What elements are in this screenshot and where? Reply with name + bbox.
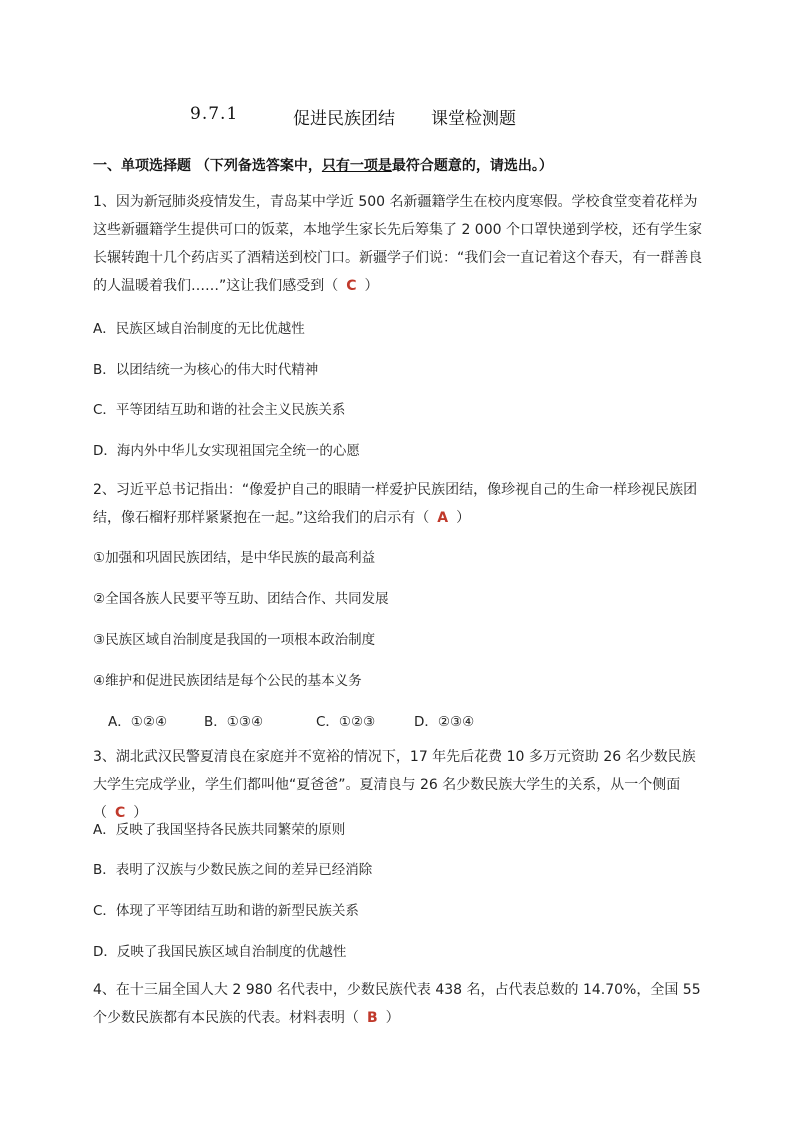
question-3-option-a: A．反映了我国坚持各民族共同繁荣的原则	[93, 822, 346, 838]
title-sub: 课堂检测题	[431, 109, 516, 129]
question-3-option-c: C．体现了平等团结互助和谐的新型民族关系	[93, 903, 359, 919]
section-heading: 一、单项选择题 （下列备选答案中，只有一项是最符合题意的，请选出。）	[93, 158, 553, 174]
question-2-item-1: ①加强和巩固民族团结，是中华民族的最高利益	[93, 550, 376, 566]
question-2-choice-b: B．①③④	[204, 714, 264, 730]
question-2-answer: A	[437, 510, 449, 526]
question-2-item-4: ④维护和促进民族团结是每个公民的基本义务	[93, 673, 362, 689]
question-2-choice-d: D．②③④	[414, 714, 475, 730]
question-1-option-b: B．以团结统一为核心的伟大时代精神	[93, 362, 319, 378]
question-1-stem: 1、因为新冠肺炎疫情发生，青岛某中学近 500 名新疆籍学生在校内度寒假。学校食堂变着花样为这些新疆籍学生提供可口的饭菜，本地学生家长先后筹集了 2 000 个口罩快递到学校，还有学生家长辗转跑十几个药店买了酒精送到校门口。新疆学子们说：“我们会一直记着这个春天，有一群善良的人温暖着我们……”这让我们感受到（ C ）	[93, 194, 703, 294]
question-1-option-d: D．海内外中华儿女实现祖国完全统一的心愿	[93, 443, 360, 459]
question-3-answer: C	[115, 805, 126, 821]
question-3-option-d: D．反映了我国民族区域自治制度的优越性	[93, 944, 347, 960]
title-number: 9.7.1	[190, 104, 239, 124]
question-4-answer: B	[367, 1010, 378, 1026]
question-4-stem: 4、在十三届全国人大 2 980 名代表中，少数民族代表 438 名，占代表总数的 14.70%，全国 55 个少数民族都有本民族的代表。材料表明（ B ）	[93, 982, 701, 1026]
question-2-choice-c: C．①②③	[316, 714, 376, 730]
question-3-stem: 3、湖北武汉民警夏清良在家庭并不宽裕的情况下，17 年先后花费 10 多万元资助 26 名少数民族大学生完成学业，学生们都叫他“夏爸爸”。夏清良与 26 名少数民族大学生的关系，从一个侧面（ C ）	[93, 749, 696, 821]
section-underlined-text: 只有一项是	[321, 158, 392, 174]
question-3-option-b: B．表明了汉族与少数民族之间的差异已经消除	[93, 862, 373, 878]
title-main: 促进民族团结	[293, 109, 395, 129]
question-1-option-c: C．平等团结互助和谐的社会主义民族关系	[93, 402, 346, 418]
question-2-stem: 2、习近平总书记指出：“像爱护自己的眼睛一样爱护民族团结，像珍视自己的生命一样珍视民族团结，像石榴籽那样紧紧抱在一起。”这给我们的启示有（ A ）	[93, 482, 698, 526]
question-2-item-2: ②全国各族人民要平等互助、团结合作、共同发展	[93, 591, 389, 607]
question-1-answer: C	[346, 278, 357, 294]
question-2-choice-a: A．①②④	[108, 714, 168, 730]
question-1-option-a: A．民族区域自治制度的无比优越性	[93, 321, 305, 337]
question-2-choices	[108, 710, 474, 730]
question-2-item-3: ③民族区域自治制度是我国的一项根本政治制度	[93, 632, 376, 648]
